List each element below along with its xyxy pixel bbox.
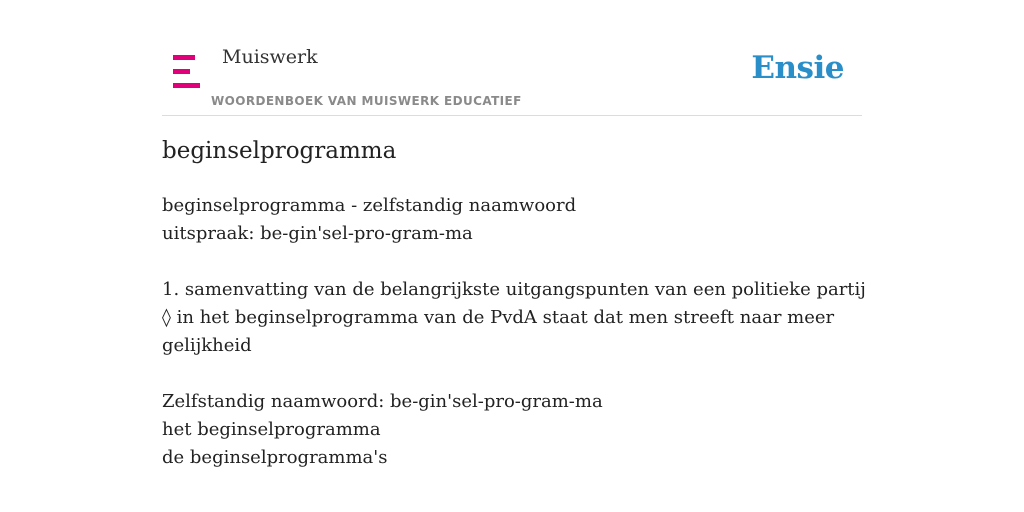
brand-name[interactable]: Muiswerk [222, 46, 318, 68]
header [162, 0, 862, 116]
entry-line-example-continued: gelijkheid [162, 335, 252, 356]
entry-line-word-class: Zelfstandig naamwoord: be-gin'sel-pro-gram-ma [162, 391, 603, 412]
entry-title: beginselprogramma [162, 138, 397, 164]
logo-bar-top [173, 55, 195, 60]
entry-line-pronunciation: uitspraak: be-gin'sel-pro-gram-ma [162, 223, 473, 244]
entry-line-blank [162, 248, 862, 276]
entry-content [162, 192, 866, 472]
page [162, 0, 866, 512]
muiswerk-logo-icon[interactable] [173, 55, 200, 88]
entry-line-plural: de beginselprogramma's [162, 447, 388, 468]
entry-line-singular: het beginselprogramma [162, 419, 381, 440]
entry-line-example: ◊ in het beginselprogramma van de PvdA staat dat men streeft naar meer [162, 307, 835, 328]
logo-bar-bottom [173, 83, 200, 88]
brand-subtitle: WOORDENBOEK VAN MUISWERK EDUCATIEF [211, 94, 522, 108]
entry-line-definition: 1. samenvatting van de belangrijkste uitgangspunten van een politieke partij [162, 279, 866, 300]
entry-line-blank [162, 360, 862, 388]
entry-line-headword: beginselprogramma - zelfstandig naamwoord [162, 195, 577, 216]
logo-bar-middle [173, 69, 190, 74]
ensie-logo[interactable]: Ensie [751, 50, 844, 86]
